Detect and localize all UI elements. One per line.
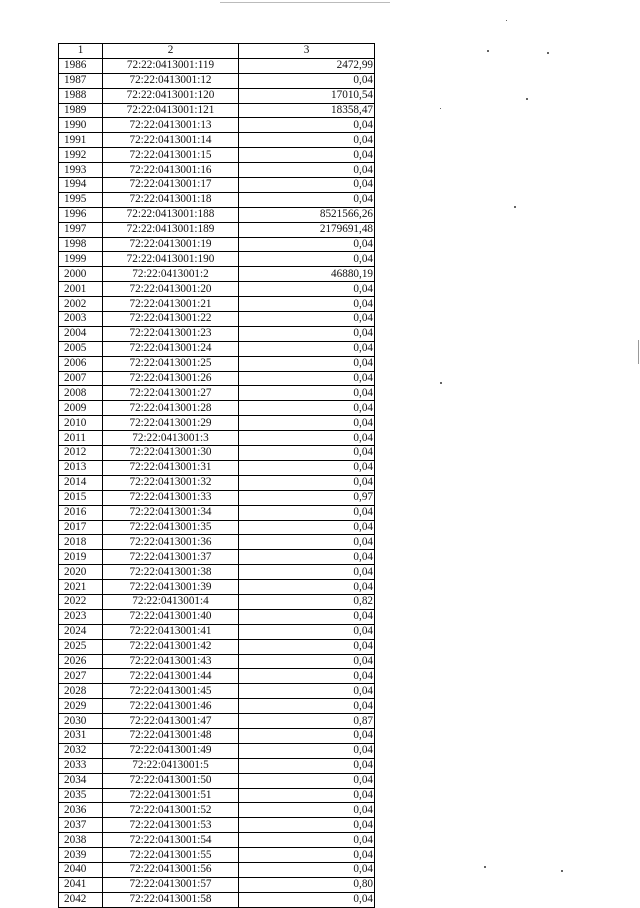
table-row (59, 654, 375, 669)
cadastral-number-cell: 72:22:0413001:50 (103, 773, 239, 788)
row-number-cell: 2029 (59, 699, 103, 714)
cadastral-number-cell: 72:22:0413001:49 (103, 743, 239, 758)
cadastral-value-cell: 0,04 (239, 118, 375, 133)
cadastral-number-cell: 72:22:0413001:19 (103, 237, 239, 252)
cadastral-number-cell: 72:22:0413001:31 (103, 460, 239, 475)
cadastral-value-cell: 46880,19 (239, 267, 375, 282)
cadastral-value-cell: 0,04 (239, 386, 375, 401)
cadastral-value-cell: 0,04 (239, 728, 375, 743)
table-row (59, 282, 375, 297)
cadastral-value-cell: 0,04 (239, 192, 375, 207)
cadastral-value-cell: 0,04 (239, 654, 375, 669)
cadastral-number-cell: 72:22:0413001:43 (103, 654, 239, 669)
table-row (59, 386, 375, 401)
cadastral-value-cell: 0,04 (239, 163, 375, 178)
cadastral-number-cell: 72:22:0413001:53 (103, 818, 239, 833)
cadastral-number-cell: 72:22:0413001:42 (103, 639, 239, 654)
cadastral-number-cell: 72:22:0413001:13 (103, 118, 239, 133)
row-number-cell: 2022 (59, 594, 103, 609)
row-number-cell: 2023 (59, 609, 103, 624)
cadastral-number-cell: 72:22:0413001:45 (103, 684, 239, 699)
scan-speck (561, 870, 563, 872)
cadastral-value-cell: 0,04 (239, 684, 375, 699)
row-number-cell: 2002 (59, 297, 103, 312)
row-number-cell: 2027 (59, 669, 103, 684)
row-number-cell: 1991 (59, 133, 103, 148)
cadastral-number-cell: 72:22:0413001:58 (103, 892, 239, 907)
cadastral-number-cell: 72:22:0413001:39 (103, 580, 239, 595)
cadastral-number-cell: 72:22:0413001:34 (103, 505, 239, 520)
row-number-cell: 2018 (59, 535, 103, 550)
table-row (59, 505, 375, 520)
row-number-cell: 2020 (59, 565, 103, 580)
cadastral-value-cell: 0,82 (239, 594, 375, 609)
cadastral-number-cell: 72:22:0413001:190 (103, 252, 239, 267)
scan-top-rule (220, 2, 390, 3)
table-row (59, 371, 375, 386)
cadastral-value-cell: 0,04 (239, 148, 375, 163)
cadastral-value-cell: 0,80 (239, 877, 375, 892)
cadastral-value-cell: 0,04 (239, 475, 375, 490)
cadastral-value-cell: 0,04 (239, 803, 375, 818)
cadastral-number-cell: 72:22:0413001:27 (103, 386, 239, 401)
cadastral-value-cell: 0,04 (239, 326, 375, 341)
cadastral-number-cell: 72:22:0413001:57 (103, 877, 239, 892)
cadastral-value-cell: 0,04 (239, 401, 375, 416)
row-number-cell: 2031 (59, 728, 103, 743)
table-row (59, 58, 375, 73)
row-number-cell: 2016 (59, 505, 103, 520)
row-number-cell: 2019 (59, 550, 103, 565)
cadastral-number-cell: 72:22:0413001:21 (103, 297, 239, 312)
table-row (59, 475, 375, 490)
table-row (59, 520, 375, 535)
cadastral-number-cell: 72:22:0413001:25 (103, 356, 239, 371)
row-number-cell: 2041 (59, 877, 103, 892)
row-number-cell: 2012 (59, 446, 103, 461)
table-row (59, 192, 375, 207)
row-number-cell: 2006 (59, 356, 103, 371)
cadastral-value-cell: 0,04 (239, 446, 375, 461)
table-row (59, 356, 375, 371)
row-number-cell: 2042 (59, 892, 103, 907)
row-number-cell: 2003 (59, 312, 103, 327)
table-row (59, 312, 375, 327)
cadastral-value-cell: 0,04 (239, 73, 375, 88)
table-row (59, 446, 375, 461)
cadastral-number-cell: 72:22:0413001:52 (103, 803, 239, 818)
table-row (59, 788, 375, 803)
table-row (59, 267, 375, 282)
column-header-number: 1 (59, 44, 103, 59)
cadastral-value-cell: 0,04 (239, 862, 375, 877)
cadastral-number-cell: 72:22:0413001:38 (103, 565, 239, 580)
cadastral-number-cell: 72:22:0413001:40 (103, 609, 239, 624)
cadastral-value-cell: 0,04 (239, 892, 375, 907)
row-number-cell: 2007 (59, 371, 103, 386)
row-number-cell: 1995 (59, 192, 103, 207)
table-row (59, 207, 375, 222)
row-number-cell: 2033 (59, 758, 103, 773)
cadastral-number-cell: 72:22:0413001:4 (103, 594, 239, 609)
scan-speck (526, 98, 528, 100)
row-number-cell: 2005 (59, 341, 103, 356)
row-number-cell: 1988 (59, 88, 103, 103)
cadastral-value-cell: 0,04 (239, 312, 375, 327)
cadastral-value-cell: 0,04 (239, 833, 375, 848)
table-row (59, 237, 375, 252)
cadastral-value-cell: 18358,47 (239, 103, 375, 118)
cadastral-value-cell: 0,04 (239, 848, 375, 863)
table-row (59, 848, 375, 863)
table-row (59, 535, 375, 550)
cadastral-number-cell: 72:22:0413001:3 (103, 431, 239, 446)
cadastral-number-cell: 72:22:0413001:121 (103, 103, 239, 118)
cadastral-value-cell: 17010,54 (239, 88, 375, 103)
cadastral-number-cell: 72:22:0413001:12 (103, 73, 239, 88)
row-number-cell: 1994 (59, 178, 103, 193)
cadastral-value-cell: 0,04 (239, 639, 375, 654)
scan-speck (547, 52, 549, 54)
row-number-cell: 2036 (59, 803, 103, 818)
table-row (59, 669, 375, 684)
table-row (59, 624, 375, 639)
cadastral-value-cell: 0,04 (239, 371, 375, 386)
cadastral-number-cell: 72:22:0413001:36 (103, 535, 239, 550)
table-row (59, 148, 375, 163)
column-header-value: 3 (239, 44, 375, 59)
cadastral-number-cell: 72:22:0413001:51 (103, 788, 239, 803)
table-row (59, 714, 375, 729)
cadastral-value-cell: 0,97 (239, 490, 375, 505)
cadastral-number-cell: 72:22:0413001:47 (103, 714, 239, 729)
cadastral-number-cell: 72:22:0413001:46 (103, 699, 239, 714)
cadastral-value-cell: 0,04 (239, 565, 375, 580)
row-number-cell: 1986 (59, 58, 103, 73)
cadastral-value-cell: 0,04 (239, 341, 375, 356)
row-number-cell: 2039 (59, 848, 103, 863)
row-number-cell: 2004 (59, 326, 103, 341)
row-number-cell: 2013 (59, 460, 103, 475)
cadastral-value-cell: 8521566,26 (239, 207, 375, 222)
table-row (59, 565, 375, 580)
cadastral-number-cell: 72:22:0413001:15 (103, 148, 239, 163)
row-number-cell: 2017 (59, 520, 103, 535)
table-body (59, 58, 375, 907)
cadastral-value-cell: 0,04 (239, 460, 375, 475)
table-row (59, 88, 375, 103)
cadastral-number-cell: 72:22:0413001:2 (103, 267, 239, 282)
row-number-cell: 2037 (59, 818, 103, 833)
cadastral-value-cell: 2179691,48 (239, 222, 375, 237)
cadastral-number-cell: 72:22:0413001:22 (103, 312, 239, 327)
cadastral-number-cell: 72:22:0413001:56 (103, 862, 239, 877)
row-number-cell: 2009 (59, 401, 103, 416)
table-row (59, 818, 375, 833)
row-number-cell: 2040 (59, 862, 103, 877)
cadastral-value-table (58, 43, 375, 908)
row-number-cell: 2025 (59, 639, 103, 654)
table-row (59, 833, 375, 848)
table-row (59, 803, 375, 818)
cadastral-number-cell: 72:22:0413001:20 (103, 282, 239, 297)
row-number-cell: 2038 (59, 833, 103, 848)
row-number-cell: 2030 (59, 714, 103, 729)
row-number-cell: 2015 (59, 490, 103, 505)
table-row (59, 341, 375, 356)
cadastral-number-cell: 72:22:0413001:5 (103, 758, 239, 773)
table-row (59, 639, 375, 654)
table-row (59, 862, 375, 877)
cadastral-number-cell: 72:22:0413001:44 (103, 669, 239, 684)
row-number-cell: 2010 (59, 416, 103, 431)
cadastral-value-cell: 0,04 (239, 237, 375, 252)
scan-speck (440, 108, 441, 109)
cadastral-number-cell: 72:22:0413001:35 (103, 520, 239, 535)
scan-speck (484, 866, 486, 868)
cadastral-number-cell: 72:22:0413001:26 (103, 371, 239, 386)
cadastral-value-cell: 0,04 (239, 252, 375, 267)
cadastral-number-cell: 72:22:0413001:23 (103, 326, 239, 341)
row-number-cell: 1999 (59, 252, 103, 267)
table-row (59, 326, 375, 341)
cadastral-value-cell: 0,04 (239, 520, 375, 535)
row-number-cell: 2008 (59, 386, 103, 401)
table-row (59, 743, 375, 758)
table-row (59, 594, 375, 609)
cadastral-value-cell: 0,04 (239, 699, 375, 714)
table-row (59, 222, 375, 237)
row-number-cell: 2001 (59, 282, 103, 297)
cadastral-value-cell: 0,87 (239, 714, 375, 729)
scan-edge-mark (638, 340, 639, 364)
table-row (59, 728, 375, 743)
cadastral-value-cell: 2472,99 (239, 58, 375, 73)
table-row (59, 773, 375, 788)
cadastral-value-cell: 0,04 (239, 416, 375, 431)
cadastral-number-cell: 72:22:0413001:18 (103, 192, 239, 207)
cadastral-value-cell: 0,04 (239, 550, 375, 565)
table-row (59, 684, 375, 699)
cadastral-value-cell: 0,04 (239, 535, 375, 550)
row-number-cell: 2035 (59, 788, 103, 803)
cadastral-number-cell: 72:22:0413001:188 (103, 207, 239, 222)
row-number-cell: 1990 (59, 118, 103, 133)
row-number-cell: 1987 (59, 73, 103, 88)
row-number-cell: 1993 (59, 163, 103, 178)
scan-speck (506, 20, 507, 21)
row-number-cell: 2024 (59, 624, 103, 639)
cadastral-number-cell: 72:22:0413001:17 (103, 178, 239, 193)
cadastral-value-cell: 0,04 (239, 282, 375, 297)
cadastral-value-cell: 0,04 (239, 788, 375, 803)
cadastral-value-cell: 0,04 (239, 133, 375, 148)
table-row (59, 431, 375, 446)
table-row (59, 609, 375, 624)
table-row (59, 297, 375, 312)
row-number-cell: 2014 (59, 475, 103, 490)
cadastral-number-cell: 72:22:0413001:32 (103, 475, 239, 490)
row-number-cell: 1989 (59, 103, 103, 118)
table-header-row (59, 44, 375, 59)
cadastral-value-cell: 0,04 (239, 818, 375, 833)
table-row (59, 699, 375, 714)
table-row (59, 163, 375, 178)
row-number-cell: 1997 (59, 222, 103, 237)
table-row (59, 103, 375, 118)
table-row (59, 73, 375, 88)
row-number-cell: 1992 (59, 148, 103, 163)
cadastral-number-cell: 72:22:0413001:28 (103, 401, 239, 416)
cadastral-number-cell: 72:22:0413001:30 (103, 446, 239, 461)
cadastral-value-cell: 0,04 (239, 624, 375, 639)
row-number-cell: 2011 (59, 431, 103, 446)
table-row (59, 580, 375, 595)
row-number-cell: 2021 (59, 580, 103, 595)
row-number-cell: 1998 (59, 237, 103, 252)
table-row (59, 133, 375, 148)
row-number-cell: 2028 (59, 684, 103, 699)
row-number-cell: 2032 (59, 743, 103, 758)
cadastral-number-cell: 72:22:0413001:120 (103, 88, 239, 103)
cadastral-number-cell: 72:22:0413001:189 (103, 222, 239, 237)
cadastral-value-cell: 0,04 (239, 178, 375, 193)
cadastral-number-cell: 72:22:0413001:16 (103, 163, 239, 178)
row-number-cell: 2034 (59, 773, 103, 788)
table-row (59, 416, 375, 431)
cadastral-value-cell: 0,04 (239, 505, 375, 520)
table-row (59, 178, 375, 193)
column-header-cadastral-number: 2 (103, 44, 239, 59)
row-number-cell: 2026 (59, 654, 103, 669)
cadastral-value-cell: 0,04 (239, 669, 375, 684)
cadastral-number-cell: 72:22:0413001:29 (103, 416, 239, 431)
table-row (59, 490, 375, 505)
row-number-cell: 2000 (59, 267, 103, 282)
cadastral-number-cell: 72:22:0413001:55 (103, 848, 239, 863)
cadastral-number-cell: 72:22:0413001:48 (103, 728, 239, 743)
cadastral-number-cell: 72:22:0413001:54 (103, 833, 239, 848)
cadastral-value-cell: 0,04 (239, 297, 375, 312)
cadastral-number-cell: 72:22:0413001:24 (103, 341, 239, 356)
cadastral-number-cell: 72:22:0413001:119 (103, 58, 239, 73)
table-row (59, 118, 375, 133)
cadastral-value-cell: 0,04 (239, 609, 375, 624)
cadastral-value-cell: 0,04 (239, 431, 375, 446)
cadastral-value-cell: 0,04 (239, 580, 375, 595)
row-number-cell: 1996 (59, 207, 103, 222)
cadastral-value-cell: 0,04 (239, 356, 375, 371)
scan-speck (440, 382, 442, 384)
cadastral-value-cell: 0,04 (239, 743, 375, 758)
cadastral-value-cell: 0,04 (239, 758, 375, 773)
cadastral-number-cell: 72:22:0413001:33 (103, 490, 239, 505)
table-row (59, 550, 375, 565)
table-row (59, 758, 375, 773)
scan-speck (514, 206, 516, 208)
table-row (59, 460, 375, 475)
cadastral-number-cell: 72:22:0413001:41 (103, 624, 239, 639)
table-row (59, 401, 375, 416)
cadastral-number-cell: 72:22:0413001:14 (103, 133, 239, 148)
table-row (59, 252, 375, 267)
cadastral-value-cell: 0,04 (239, 773, 375, 788)
cadastral-number-cell: 72:22:0413001:37 (103, 550, 239, 565)
table-row (59, 877, 375, 892)
scan-speck (487, 50, 489, 52)
